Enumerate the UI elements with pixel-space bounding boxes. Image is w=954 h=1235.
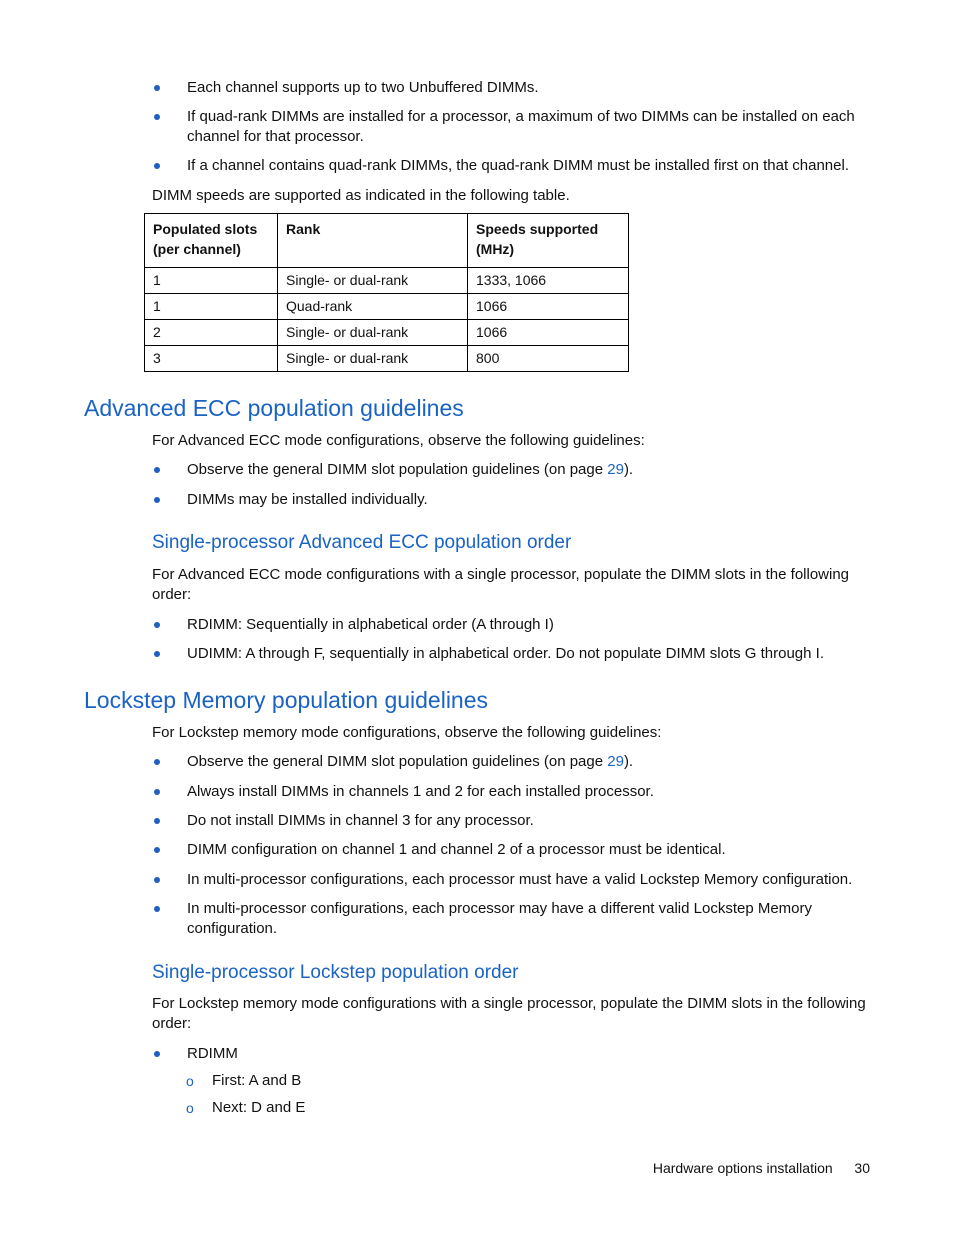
dimm-speed-table: [144, 213, 629, 372]
advanced-ecc-heading: Advanced ECC population guidelines: [84, 395, 464, 421]
table-cell: Single- or dual-rank: [278, 320, 468, 346]
table-cell: 1066: [468, 294, 629, 320]
table-cell: 3: [145, 346, 278, 372]
page-footer: [653, 1158, 870, 1178]
page-number: 30: [854, 1160, 870, 1176]
list-item: In multi-processor configurations, each processor may have a different valid Lockstep Memory configuration.: [152, 899, 872, 939]
list-item: [152, 752, 872, 772]
lockstep-intro: For Lockstep memory mode configurations, observe the following guidelines:: [152, 724, 662, 741]
page-link[interactable]: 29: [607, 753, 624, 770]
sub-list-item: [186, 1098, 306, 1118]
list-item: If quad-rank DIMMs are installed for a processor, a maximum of two DIMMs can be installed on each channel for that processor.: [152, 107, 872, 147]
circle-bullet-icon: o: [186, 1073, 194, 1089]
lockstep-heading: Lockstep Memory population guidelines: [84, 687, 489, 713]
sub-list-item-text: First: A and B: [212, 1072, 302, 1089]
table-row: [145, 268, 629, 294]
advanced-ecc-bullets: [152, 460, 872, 510]
list-item: RDIMM: Sequentially in alphabetical order (A through I): [152, 615, 872, 635]
list-item: UDIMM: A through F, sequentially in alphabetical order. Do not populate DIMM slots G through I.: [152, 644, 872, 664]
list-item: If a channel contains quad-rank DIMMs, the quad-rank DIMM must be installed first on that channel.: [152, 156, 872, 176]
circle-bullet-icon: o: [186, 1100, 194, 1116]
lockstep-bullets: [152, 752, 872, 939]
table-row: [145, 294, 629, 320]
table-cell: Single- or dual-rank: [278, 346, 468, 372]
table-cell: 1: [145, 294, 278, 320]
list-item-text: ).: [623, 753, 634, 770]
list-item-text: ).: [623, 461, 634, 478]
table-cell: 2: [145, 320, 278, 346]
list-item: Do not install DIMMs in channel 3 for any processor.: [152, 811, 872, 831]
table-cell: 1333, 1066: [468, 268, 629, 294]
table-row: [145, 346, 629, 372]
intro-bullet-list: [152, 78, 872, 176]
list-item: Always install DIMMs in channels 1 and 2 for each installed processor.: [152, 782, 872, 802]
single-lockstep-heading: Single-processor Lockstep population order: [152, 962, 519, 983]
table-intro: DIMM speeds are supported as indicated in the following table.: [152, 187, 570, 204]
page-link[interactable]: 29: [607, 461, 624, 478]
list-item: DIMMs may be installed individually.: [152, 490, 872, 510]
list-item: RDIMM: [152, 1044, 872, 1064]
list-item: Each channel supports up to two Unbuffered DIMMs.: [152, 78, 872, 98]
sub-list-item: [186, 1071, 302, 1091]
table-cell: 1: [145, 268, 278, 294]
table-cell: Quad-rank: [278, 294, 468, 320]
list-item-text: Observe the general DIMM slot population guidelines (on page: [187, 753, 608, 770]
table-header: Populated slots (per channel): [145, 214, 278, 268]
table-header: Speeds supported (MHz): [468, 214, 629, 268]
single-ecc-heading: Single-processor Advanced ECC population order: [152, 532, 572, 553]
table-header: Rank: [278, 214, 468, 268]
single-ecc-bullets: [152, 615, 872, 664]
sub-list-item-text: Next: D and E: [212, 1099, 306, 1116]
table-cell: Single- or dual-rank: [278, 268, 468, 294]
list-item: [152, 460, 872, 480]
table-cell: 1066: [468, 320, 629, 346]
table-cell: 800: [468, 346, 629, 372]
footer-section-title: Hardware options installation: [652, 1160, 833, 1176]
single-lockstep-bullets: [152, 1044, 872, 1064]
table-row: [145, 320, 629, 346]
list-item-text: Observe the general DIMM slot population guidelines (on page: [187, 461, 608, 478]
list-item: In multi-processor configurations, each processor must have a valid Lockstep Memory configuration.: [152, 870, 872, 890]
single-lockstep-intro: For Lockstep memory mode configurations with a single processor, populate the DIMM slots in the following order:: [152, 995, 866, 1032]
advanced-ecc-intro: For Advanced ECC mode configurations, observe the following guidelines:: [152, 432, 645, 449]
single-ecc-intro: For Advanced ECC mode configurations with a single processor, populate the DIMM slots in the following order:: [152, 566, 850, 603]
list-item: DIMM configuration on channel 1 and channel 2 of a processor must be identical.: [152, 840, 872, 860]
